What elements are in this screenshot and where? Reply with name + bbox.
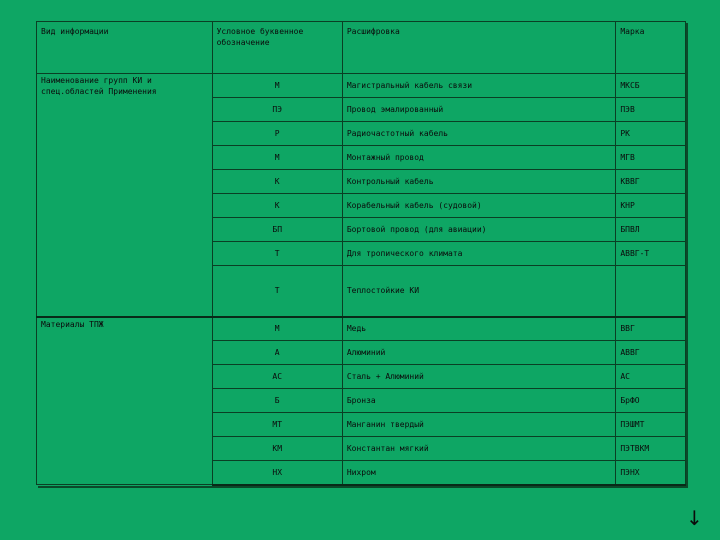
code-cell: БП: [212, 218, 342, 242]
brand-cell: ПЭШМТ: [616, 413, 686, 437]
header-letter-code: Условное буквенное обозначение: [212, 22, 342, 74]
header-decoding: Расшифровка: [342, 22, 616, 74]
code-cell: Р: [212, 122, 342, 146]
code-cell: АС: [212, 365, 342, 389]
table-row: [37, 74, 686, 98]
section-title: Наименование групп КИ и спец.областей Применения: [37, 74, 213, 317]
decoding-cell: Магистральный кабель связи: [342, 74, 616, 98]
brand-cell: ПЭВ: [616, 98, 686, 122]
decoding-cell: Для тропического климата: [342, 242, 616, 266]
code-cell: Т: [212, 242, 342, 266]
code-cell: К: [212, 194, 342, 218]
decoding-cell: Нихром: [342, 461, 616, 485]
code-cell: МТ: [212, 413, 342, 437]
code-cell: КМ: [212, 437, 342, 461]
brand-cell: АВВГ-Т: [616, 242, 686, 266]
brand-cell: АВВГ: [616, 341, 686, 365]
brand-cell: КНР: [616, 194, 686, 218]
header-row: [37, 22, 686, 74]
decoding-cell: Сталь + Алюминий: [342, 365, 616, 389]
code-cell: Б: [212, 389, 342, 413]
code-cell: НХ: [212, 461, 342, 485]
brand-cell: БрФО: [616, 389, 686, 413]
code-cell: Т: [212, 266, 342, 317]
decoding-cell: Радиочастотный кабель: [342, 122, 616, 146]
brand-cell: МКСБ: [616, 74, 686, 98]
decoding-cell: Манганин твердый: [342, 413, 616, 437]
code-cell: А: [212, 341, 342, 365]
section-title: Материалы ТПЖ: [37, 317, 213, 485]
code-cell: М: [212, 146, 342, 170]
table-body: [37, 22, 686, 485]
brand-cell: АС: [616, 365, 686, 389]
code-cell: К: [212, 170, 342, 194]
code-cell: М: [212, 74, 342, 98]
table-row: [37, 317, 686, 341]
brand-cell: МГВ: [616, 146, 686, 170]
header-brand: Марка: [616, 22, 686, 74]
decoding-cell: Алюминий: [342, 341, 616, 365]
code-cell: ПЭ: [212, 98, 342, 122]
brand-cell: РК: [616, 122, 686, 146]
decoding-cell: Контрольный кабель: [342, 170, 616, 194]
decoding-cell: Корабельный кабель (судовой): [342, 194, 616, 218]
header-info-type: Вид информации: [37, 22, 213, 74]
decoding-cell: Провод эмалированный: [342, 98, 616, 122]
decoding-cell: Бортовой провод (для авиации): [342, 218, 616, 242]
decoding-cell: Теплостойкие КИ: [342, 266, 616, 317]
code-cell: М: [212, 317, 342, 341]
brand-cell: [616, 266, 686, 317]
info-table: [36, 21, 686, 486]
down-arrow-icon[interactable]: ↓: [686, 506, 703, 530]
brand-cell: БПВЛ: [616, 218, 686, 242]
decoding-cell: Бронза: [342, 389, 616, 413]
decoding-cell: Монтажный провод: [342, 146, 616, 170]
brand-cell: ПЭТВКМ: [616, 437, 686, 461]
decoding-cell: Константан мягкий: [342, 437, 616, 461]
brand-cell: ВВГ: [616, 317, 686, 341]
brand-cell: ПЭНХ: [616, 461, 686, 485]
decoding-cell: Медь: [342, 317, 616, 341]
brand-cell: КВВГ: [616, 170, 686, 194]
